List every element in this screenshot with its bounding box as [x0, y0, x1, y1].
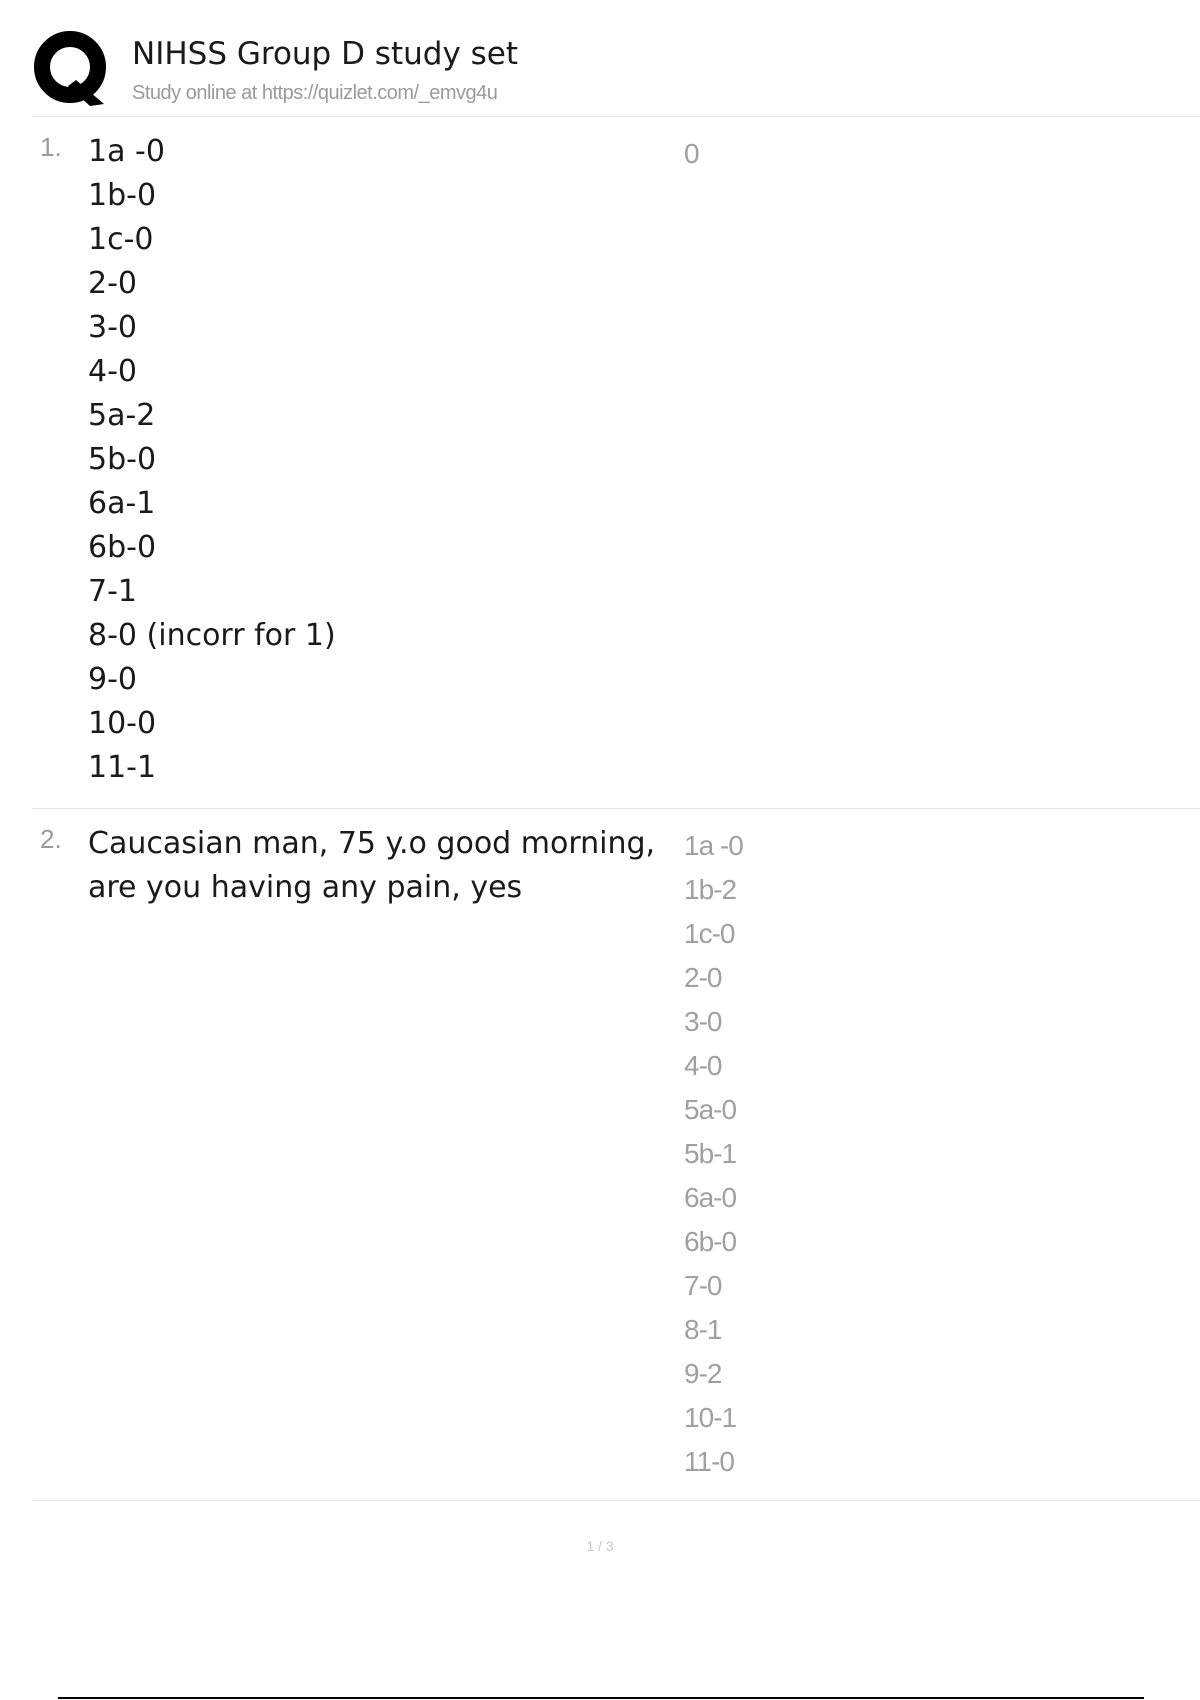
- definition-line: 5b-1: [684, 1138, 737, 1169]
- definition-line: 11-0: [684, 1446, 734, 1477]
- card-definition: [684, 824, 1184, 1484]
- term-line: are you having any pain, yes: [88, 870, 523, 905]
- card-number: 2.: [40, 824, 62, 854]
- definition-line: 5a-0: [684, 1094, 737, 1125]
- term-line: 9-0: [88, 662, 137, 697]
- term-line: 8-0 (incorr for 1): [88, 618, 336, 653]
- term-line: 1b-0: [88, 178, 157, 213]
- flashcard: [32, 808, 1200, 1501]
- page-number: 1 / 3: [586, 1538, 614, 1554]
- term-line: 1a -0: [88, 134, 165, 169]
- term-line: 5b-0: [88, 442, 157, 477]
- term-line: 10-0: [88, 706, 157, 741]
- term-line: 2-0: [88, 266, 137, 301]
- bottom-divider: [58, 1697, 1144, 1699]
- definition-line: 7-0: [684, 1270, 722, 1301]
- definition-line: 1b-2: [684, 874, 737, 905]
- card-term: [88, 130, 688, 790]
- card-term: [88, 822, 688, 910]
- set-title: NIHSS Group D study set: [132, 36, 519, 72]
- study-online-link[interactable]: Study online at https://quizlet.com/_emvg4u: [132, 82, 498, 104]
- quizlet-logo-icon: [32, 30, 110, 108]
- definition-line: 3-0: [684, 1006, 722, 1037]
- definition-line: 6b-0: [684, 1226, 737, 1257]
- term-line: 3-0: [88, 310, 137, 345]
- definition-line: 9-2: [684, 1358, 722, 1389]
- flashcard: [32, 116, 1200, 809]
- term-line: 1c-0: [88, 222, 154, 257]
- term-line: Caucasian man, 75 y.o good morning,: [88, 826, 656, 861]
- term-line: 6b-0: [88, 530, 157, 565]
- term-line: 4-0: [88, 354, 137, 389]
- definition-line: 4-0: [684, 1050, 722, 1081]
- definition-line: 6a-0: [684, 1182, 737, 1213]
- definition-line: 1c-0: [684, 918, 735, 949]
- term-line: 5a-2: [88, 398, 156, 433]
- term-line: 7-1: [88, 574, 137, 609]
- term-line: 11-1: [88, 750, 157, 785]
- card-definition: [684, 132, 1184, 176]
- card-number: 1.: [40, 132, 62, 162]
- definition-line: 1a -0: [684, 830, 743, 861]
- definition-line: 0: [684, 138, 699, 169]
- definition-line: 10-1: [684, 1402, 737, 1433]
- definition-line: 8-1: [684, 1314, 722, 1345]
- term-line: 6a-1: [88, 486, 156, 521]
- page-header: [32, 30, 1200, 117]
- definition-line: 2-0: [684, 962, 722, 993]
